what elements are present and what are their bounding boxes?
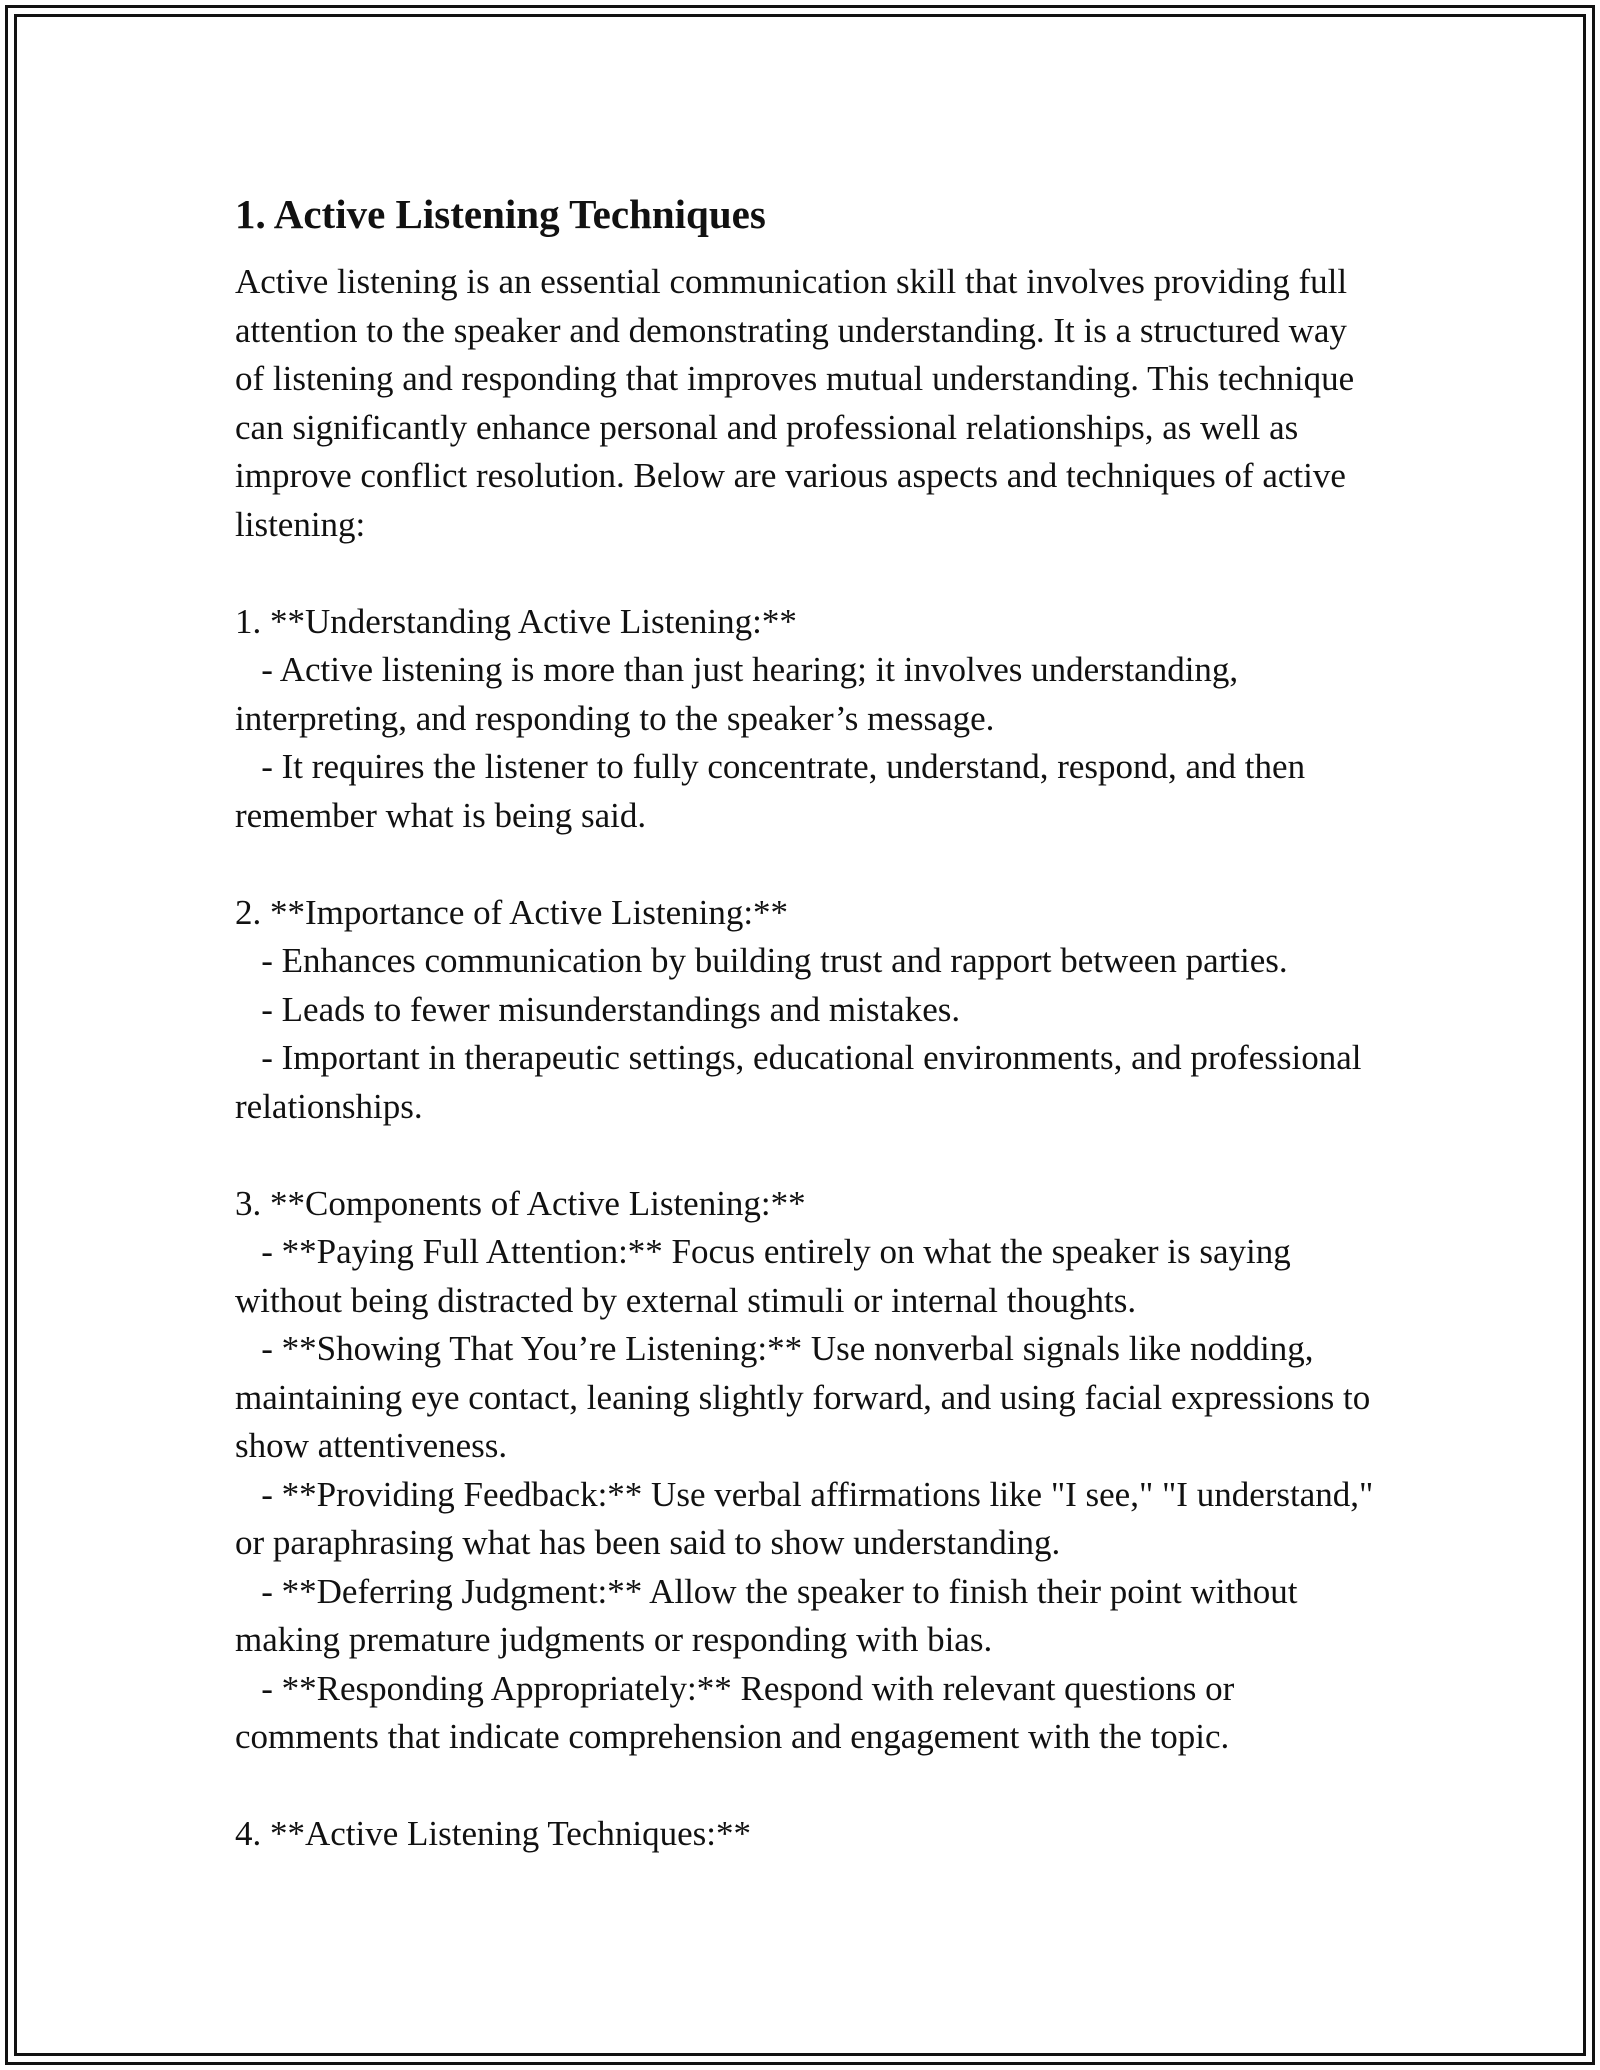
document-body <box>235 188 1383 1859</box>
list-section-understanding <box>235 598 1375 841</box>
list-item: - Enhances communication by building trust and rapport between parties. <box>235 941 1288 980</box>
section-heading: 1. Active Listening Techniques <box>235 191 766 237</box>
list-section-title: 3. **Components of Active Listening:** <box>235 1183 806 1223</box>
list-item: - Important in therapeutic settings, educational environments, and professional relationships. <box>235 1038 1371 1126</box>
list-section-title: 2. **Importance of Active Listening:** <box>235 892 789 932</box>
list-section-importance <box>235 889 1375 1132</box>
list-section-techniques <box>235 1810 1375 1859</box>
list-section-title: 1. **Understanding Active Listening:** <box>235 601 797 641</box>
list-item: - It requires the listener to fully concentrate, understand, respond, and then remember what is being said. <box>235 747 1314 835</box>
list-item: - **Paying Full Attention:** Focus entirely on what the speaker is saying without being distracted by external stimuli or internal thoughts. <box>235 1232 1300 1320</box>
list-section-components <box>235 1180 1383 1762</box>
list-section-title: 4. **Active Listening Techniques:** <box>235 1814 751 1853</box>
list-item: - **Showing That You’re Listening:** Use nonverbal signals like nodding, maintaining eye contact, leaning slightly forward, and using facial expressions to show attentiveness. <box>235 1329 1379 1465</box>
intro-paragraph: Active listening is an essential communication skill that involves providing full attention to the speaker and demonstrating understanding. It is a structured way of listening and responding that improves mutual understanding. This technique can significantly enhance personal and professional relationships, as well as improve conflict resolution. Below are various aspects and techniques of active listening: <box>235 262 1363 544</box>
list-item: - **Responding Appropriately:** Respond with relevant questions or comments that indicate comprehension and engagement with the topic. <box>235 1668 1244 1756</box>
list-item: - **Deferring Judgment:** Allow the speaker to finish their point without making premature judgments or responding with bias. <box>235 1571 1307 1659</box>
list-item: - Leads to fewer misunderstandings and mistakes. <box>235 989 961 1029</box>
list-item: - Active listening is more than just hearing; it involves understanding, interpreting, and responding to the speaker’s message. <box>235 650 1247 738</box>
list-item: - **Providing Feedback:** Use verbal affirmations like "I see," "I understand," or paraphrasing what has been said to show understanding. <box>235 1474 1383 1562</box>
